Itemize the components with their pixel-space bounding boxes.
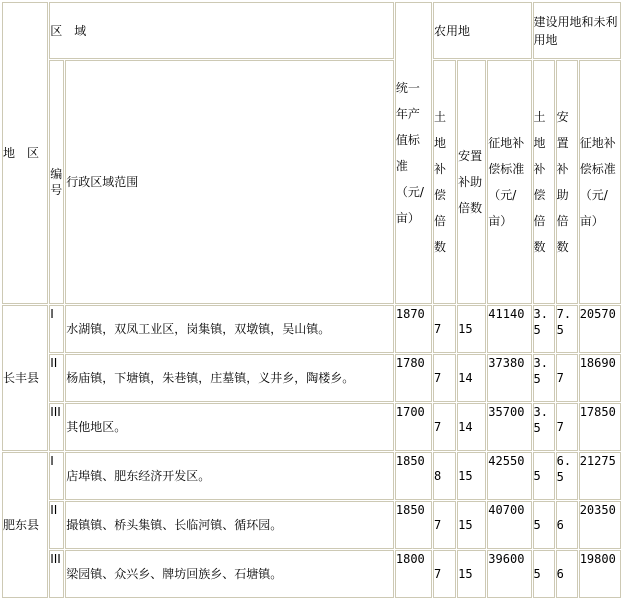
row-con-compensation: 21275 (579, 452, 621, 500)
row-annual-value: 1870 (395, 305, 432, 353)
row-scope: 撮镇镇、桥头集镇、长临河镇、循环园。 (65, 501, 394, 549)
row-farm-resettle-multiple: 15 (457, 550, 486, 598)
row-code: I (49, 305, 64, 353)
table-row (2, 550, 621, 598)
row-code: II (49, 501, 64, 549)
header-farm-resettle-multiple: 安置补助倍数 (457, 60, 486, 304)
row-annual-value: 1850 (395, 501, 432, 549)
row-annual-value: 1700 (395, 403, 432, 451)
row-con-land-multiple: 3.5 (533, 403, 555, 451)
row-con-compensation: 18690 (579, 354, 621, 402)
row-con-land-multiple: 3.5 (533, 305, 555, 353)
header-farm-land-multiple: 土地补偿倍数 (433, 60, 456, 304)
row-farm-compensation: 37380 (487, 354, 531, 402)
table-row (2, 452, 621, 500)
row-farm-land-multiple: 7 (433, 501, 456, 549)
row-con-compensation: 20570 (579, 305, 621, 353)
row-farm-land-multiple: 7 (433, 403, 456, 451)
table-row (2, 403, 621, 451)
row-con-compensation: 20350 (579, 501, 621, 549)
row-con-land-multiple: 3.5 (533, 354, 555, 402)
header-area: 区 域 (49, 2, 394, 59)
header-region: 地 区 (2, 2, 48, 304)
header-con-land-multiple: 土地补偿倍数 (533, 60, 555, 304)
row-farm-resettle-multiple: 15 (457, 452, 486, 500)
row-con-resettle-multiple: 7.5 (556, 305, 578, 353)
row-con-land-multiple: 5 (533, 501, 555, 549)
row-con-compensation: 17850 (579, 403, 621, 451)
row-code: III (49, 550, 64, 598)
row-scope: 梁园镇、众兴乡、牌坊回族乡、石塘镇。 (65, 550, 394, 598)
header-admin-scope: 行政区域范围 (65, 60, 394, 304)
row-con-land-multiple: 5 (533, 550, 555, 598)
row-farm-compensation: 40700 (487, 501, 531, 549)
row-code: I (49, 452, 64, 500)
row-scope: 店埠镇、肥东经济开发区。 (65, 452, 394, 500)
region-name: 肥东县 (2, 452, 48, 598)
row-farm-resettle-multiple: 14 (457, 354, 486, 402)
row-annual-value: 1780 (395, 354, 432, 402)
row-scope: 其他地区。 (65, 403, 394, 451)
row-annual-value: 1850 (395, 452, 432, 500)
row-con-resettle-multiple: 7 (556, 354, 578, 402)
row-farm-compensation: 42550 (487, 452, 531, 500)
row-annual-value: 1800 (395, 550, 432, 598)
row-farm-compensation: 41140 (487, 305, 531, 353)
header-construction: 建设用地和未利用地 (533, 2, 621, 59)
header-con-compensation: 征地补偿标准（元/亩） (579, 60, 621, 304)
row-farm-land-multiple: 7 (433, 305, 456, 353)
row-code: III (49, 403, 64, 451)
row-con-resettle-multiple: 6 (556, 501, 578, 549)
row-scope: 杨庙镇，下塘镇，朱巷镇，庄墓镇，义井乡，陶楼乡。 (65, 354, 394, 402)
row-con-compensation: 19800 (579, 550, 621, 598)
table-row (2, 501, 621, 549)
table-row (2, 305, 621, 353)
row-farm-resettle-multiple: 14 (457, 403, 486, 451)
row-code: II (49, 354, 64, 402)
header-con-resettle-multiple: 安置补助倍数 (556, 60, 578, 304)
header-farmland: 农用地 (433, 2, 531, 59)
row-farm-land-multiple: 7 (433, 550, 456, 598)
row-con-resettle-multiple: 6 (556, 550, 578, 598)
row-con-resettle-multiple: 7 (556, 403, 578, 451)
region-name: 长丰县 (2, 305, 48, 451)
row-scope: 水湖镇，双凤工业区，岗集镇，双墩镇，吴山镇。 (65, 305, 394, 353)
land-compensation-table (1, 1, 622, 599)
table-row (2, 354, 621, 402)
row-farm-land-multiple: 8 (433, 452, 456, 500)
row-farm-resettle-multiple: 15 (457, 501, 486, 549)
row-farm-compensation: 39600 (487, 550, 531, 598)
header-annual-value: 统一年产值标准（元/亩） (395, 2, 432, 304)
row-farm-land-multiple: 7 (433, 354, 456, 402)
row-farm-resettle-multiple: 15 (457, 305, 486, 353)
row-con-resettle-multiple: 6.5 (556, 452, 578, 500)
header-farm-compensation: 征地补偿标准（元/亩） (487, 60, 531, 304)
row-farm-compensation: 35700 (487, 403, 531, 451)
row-con-land-multiple: 5 (533, 452, 555, 500)
header-code: 编号 (49, 60, 64, 304)
